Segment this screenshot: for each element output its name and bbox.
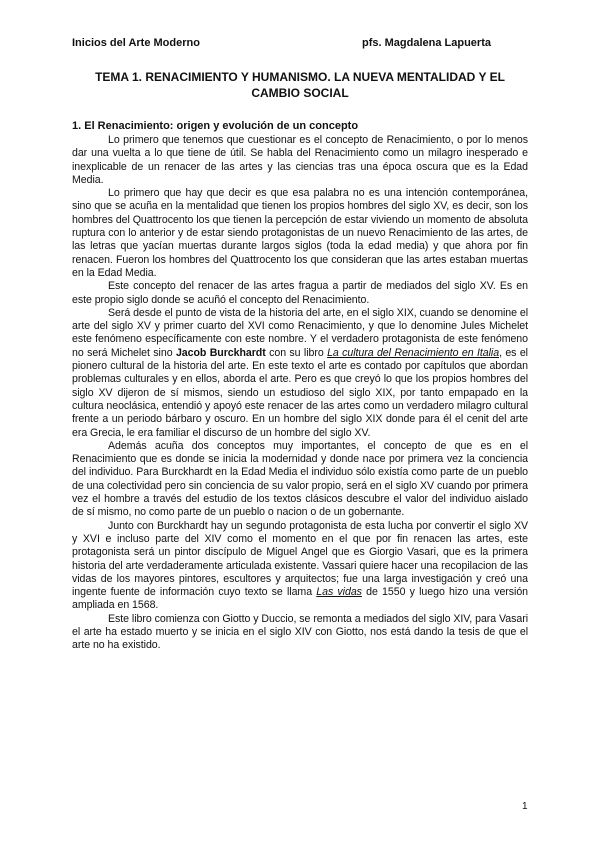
paragraph-6-text-start: Junto con Burckhardt hay un segundo protagonista de esta lucha por convertir el siglo XV y XVI e incluso parte del XIV como el momento en el que por fin renacen las artes, este protagonista será un pintor discípulo de Miguel Angel que es Giorgio Vasari, que es la primera historia del arte verdaderamente articulada existente. Vassari quiere hacer una recopilacion de las vidas de los mayores pintores, escultores y arquitectos; fue una larga investigación y creó una ingente fuente de información cuyo texto se llama bbox=[72, 519, 528, 599]
paragraph-7: Este libro comienza con Giotto y Duccio, se remonta a mediados del siglo XIV, para Vasari el arte ha estado muerto y se inicia en el siglo XIV con Giotto, nos está dando la tesis de que el arte no ha existido. bbox=[72, 612, 528, 652]
author-name-burckhardt: Jacob Burckhardt bbox=[175, 346, 266, 359]
paragraph-4-text-mid: con su libro bbox=[269, 346, 324, 359]
section-heading: 1. El Renacimiento: origen y evolución de un concepto bbox=[72, 120, 359, 132]
paragraph-2: Lo primero que hay que decir es que esa palabra no es una intención contemporánea, sino que se acuña en la mentalidad que tienen los propios hombres del siglo XV, es decir, son los hombres del Quattrocento los que tienen la percepción de estar viviendo un momento de absoluta ruptura con lo anterior y de estar siendo protagonistas de un nuevo Renacimiento de las artes, de las letras que yacían muertas durante largos siglos (toda la edad media) y que ahora por fin renacen. Fueron los hombres del Quattrocento los que consideran que las artes estaban muertas en la Edad Media. bbox=[72, 187, 528, 279]
paragraph-1: Lo primero que tenemos que cuestionar es el concepto de Renacimiento, o por lo menos dar una vuelta a lo que tiene de útil. Se habla del Renacimiento como un milagro inesperado e inexplicable de un renacer de las artes y las ciencias tras una época oscura que es la Edad Media. bbox=[72, 134, 528, 186]
book-title-cultura-renacimiento: La cultura del Renacimiento en Italia bbox=[327, 346, 500, 359]
paragraph-6-text-end: de 1550 y luego hizo una versión ampliada en 1568. bbox=[72, 586, 529, 612]
paragraph-4 bbox=[72, 307, 528, 440]
paragraph-4-text-end: , es el pionero cultural de la historia del arte. En este texto el arte es contado por capítulos que abordan problemas culturales y en ellos, aborda el arte. Pero es que creyó lo que los propios hombres del siglo XV dijeron de sí mismos, siendo un estudioso del siglo XIX, por tanto empapado en la cultura neoclásica, entendió y apoyó este renacer de las artes como un verdadero milagro cultural frente a un periodo bárbaro y oscuro. En un hombre del siglo XIX donde para él el cenit del arte era Grecia, le era familiar el discurso de un hombre del siglo XV. bbox=[72, 346, 528, 439]
paragraph-3: Este concepto del renacer de las artes fragua a partir de mediados del siglo XV. Es en este propio siglo donde se acuñó el concepto del Renacimiento. bbox=[72, 280, 528, 306]
book-title-las-vidas: Las vidas bbox=[316, 586, 362, 599]
paragraph-6 bbox=[72, 520, 528, 613]
header-course-name: Inicios del Arte Moderno bbox=[72, 37, 200, 49]
page-number: 1 bbox=[522, 801, 528, 812]
paragraph-4-text-start: Será desde el punto de vista de la historia del arte, en el siglo XIX, cuando se denomine el arte del siglo XV y primer cuarto del XVI como Renacimiento, y que lo denomine Jules Michelet este fenómeno específicamente con este nombre. Y el verdadero protagonista de este fenómeno no será Michelet sino bbox=[72, 306, 529, 359]
paragraph-5: Además acuña dos conceptos muy importantes, el concepto de que es en el Renacimiento que es donde se inicia la modernidad y donde nace por primera vez la conciencia del individuo. Para Burckhardt en la Edad Media el individuo sólo existía como parte de un pueblo de una colectividad pero sin conciencia de su valor propio, será en el siglo XV cuando por primera vez el hombre a través del estudio de los textos clásicos descubre el valor del individuo aislado de sí mismo, no como parte de un pueblo o nacion o de un gobernante. bbox=[72, 439, 528, 519]
header-author: pfs. Magdalena Lapuerta bbox=[362, 37, 491, 49]
document-title: TEMA 1. RENACIMIENTO Y HUMANISMO. LA NUEVA MENTALIDAD Y EL CAMBIO SOCIAL bbox=[95, 70, 505, 100]
body-text bbox=[72, 134, 528, 653]
